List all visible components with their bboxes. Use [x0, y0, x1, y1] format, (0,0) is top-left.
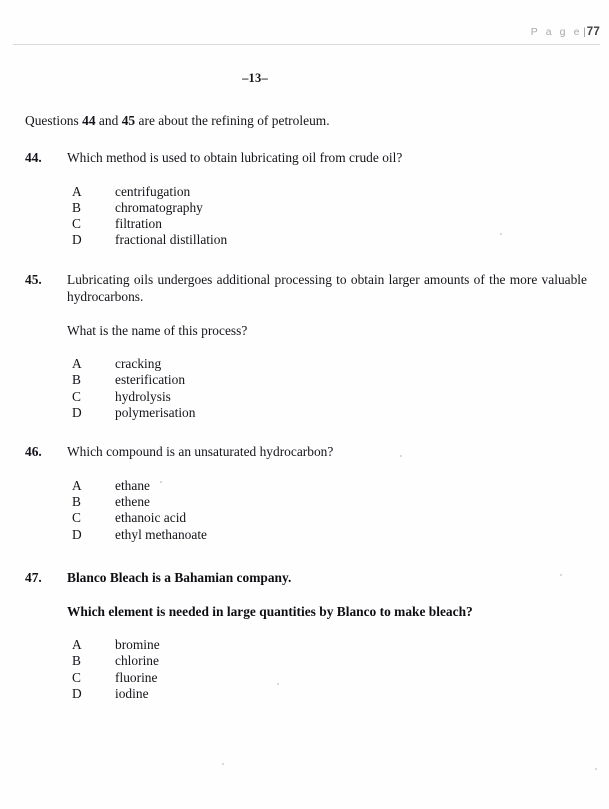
- option-text: chromatography: [115, 199, 203, 215]
- option-letter: C: [72, 510, 81, 526]
- option-letter: C: [72, 216, 81, 232]
- option-c[interactable]: [72, 670, 587, 686]
- header-separator: |: [583, 26, 586, 38]
- option-letter: A: [72, 637, 82, 653]
- option-letter: A: [72, 356, 82, 372]
- option-letter: B: [72, 199, 81, 215]
- option-letter: B: [72, 653, 81, 669]
- option-text: hydrolysis: [115, 388, 171, 404]
- option-text: iodine: [115, 685, 149, 701]
- question-sub-stem: What is the name of this process?: [67, 322, 248, 338]
- option-letter: C: [72, 669, 81, 685]
- option-c[interactable]: [72, 510, 587, 526]
- answer-options: [72, 356, 587, 421]
- option-text: bromine: [115, 637, 160, 653]
- scan-speck: [595, 768, 597, 770]
- option-text: ethane: [115, 477, 151, 493]
- option-b[interactable]: [72, 653, 587, 669]
- option-letter: A: [72, 183, 82, 199]
- option-b[interactable]: [72, 372, 587, 388]
- option-text: fluorine: [115, 669, 158, 685]
- option-a[interactable]: [72, 184, 587, 200]
- option-d[interactable]: [72, 686, 587, 702]
- option-letter: A: [72, 477, 82, 493]
- question-stem: Which compound is an unsaturated hydrocarbon?: [67, 444, 334, 460]
- option-letter: C: [72, 388, 81, 404]
- option-letter: D: [72, 232, 82, 248]
- question-number: 44.: [25, 150, 42, 165]
- question-stem: Lubricating oils undergoes additional processing to obtain larger amounts of the more valuable hydrocarbons.: [67, 271, 587, 305]
- answer-options: [72, 184, 587, 249]
- answer-options: [72, 478, 587, 543]
- question-44: [25, 149, 587, 249]
- option-letter: D: [72, 685, 82, 701]
- option-letter: D: [72, 526, 82, 542]
- question-47: [25, 569, 587, 702]
- question-number: 45.: [25, 271, 42, 287]
- instruction-second-question-number: 45: [121, 113, 136, 128]
- question-sub-stem: Which element is needed in large quantities by Blanco to make bleach?: [67, 603, 473, 619]
- option-text: polymerisation: [115, 405, 196, 421]
- answer-options: [72, 637, 587, 702]
- option-d[interactable]: [72, 405, 587, 421]
- option-text: cracking: [115, 356, 162, 372]
- option-letter: B: [72, 494, 81, 510]
- option-c[interactable]: [72, 216, 587, 232]
- option-a[interactable]: [72, 478, 587, 494]
- option-letter: B: [72, 372, 81, 388]
- question-body: [67, 569, 587, 702]
- instruction-middle: and: [95, 113, 122, 128]
- section-instruction: [25, 112, 587, 129]
- option-text: ethyl methanoate: [115, 526, 207, 542]
- question-number: 47.: [25, 570, 42, 586]
- option-text: esterification: [115, 372, 186, 388]
- option-d[interactable]: [72, 527, 587, 543]
- question-body: [67, 271, 587, 422]
- header-divider: [13, 44, 600, 45]
- header-page-number: 77: [586, 26, 600, 38]
- option-letter: D: [72, 405, 82, 421]
- option-b[interactable]: [72, 494, 587, 510]
- instruction-suffix: are about the refining of petroleum.: [135, 113, 330, 128]
- question-45: [25, 271, 587, 422]
- question-46: [25, 443, 587, 543]
- question-content: [25, 112, 587, 720]
- scan-speck: [222, 763, 224, 765]
- question-body: [67, 443, 587, 543]
- question-stem: Blanco Bleach is a Bahamian company.: [67, 570, 292, 586]
- option-c[interactable]: [72, 389, 587, 405]
- option-text: ethene: [115, 494, 151, 510]
- option-text: chlorine: [115, 653, 159, 669]
- instruction-first-question-number: 44: [82, 113, 96, 128]
- option-text: centrifugation: [115, 183, 191, 199]
- option-b[interactable]: [72, 200, 587, 216]
- option-d[interactable]: [72, 232, 587, 248]
- question-body: [67, 149, 587, 249]
- question-number: 46.: [25, 444, 42, 460]
- option-text: ethanoic acid: [115, 510, 187, 526]
- option-text: fractional distillation: [115, 232, 228, 248]
- option-a[interactable]: [72, 637, 587, 653]
- header-page-label: P a g e: [530, 26, 583, 38]
- option-a[interactable]: [72, 356, 587, 372]
- instruction-prefix: Questions: [25, 113, 83, 128]
- running-header: [12, 22, 600, 40]
- option-text: filtration: [115, 216, 162, 232]
- question-stem: Which method is used to obtain lubricating oil from crude oil?: [67, 150, 403, 165]
- page-folio: –13–: [242, 71, 268, 85]
